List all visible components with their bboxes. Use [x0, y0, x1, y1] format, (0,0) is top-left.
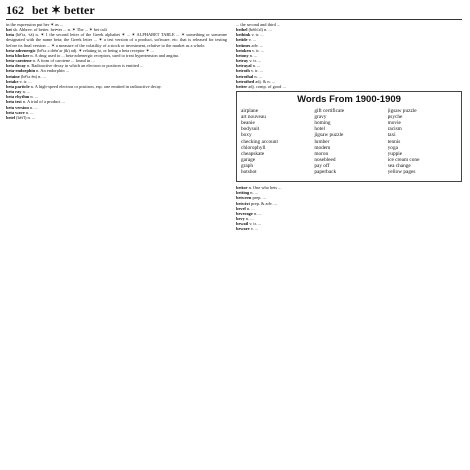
sidebar-word: pay off: [314, 162, 330, 169]
dictionary-entry: [6, 115, 227, 120]
sidebar-word: moron: [314, 150, 329, 157]
entry-headword: beta ray: [6, 89, 22, 95]
entry-headword: bevel: [236, 205, 246, 211]
entry-headword: beware: [236, 226, 250, 232]
entry-headword: betray: [236, 58, 249, 64]
page-number: 162: [6, 3, 24, 17]
entry-headword: beta wave: [6, 109, 25, 115]
entry-headword: beta blocker: [6, 52, 30, 58]
entry-headword: betrothal: [236, 73, 254, 79]
entry-headword: beta-adrenergic: [6, 47, 36, 53]
entry-definition: (bēt'l) n. ...: [16, 114, 36, 120]
entry-headword: beta-carotene: [6, 58, 32, 64]
running-head: bet ✶ better: [32, 3, 95, 17]
entry-headword: bet: [6, 27, 12, 33]
entry-headword: better: [236, 83, 248, 89]
entry-headword: betrayal: [236, 63, 252, 69]
entry-definition: v. ...: [250, 226, 259, 232]
sidebar-word: ice cream cone: [387, 156, 420, 163]
right-column-entries-top: [236, 22, 462, 89]
entry-headword: betting: [236, 190, 250, 196]
entry-definition: n. ...: [30, 94, 39, 100]
sidebar-word: cheapskate: [241, 150, 265, 157]
sidebar-word: chlorophyll: [241, 144, 266, 151]
sidebar-word: yellow pages: [387, 168, 416, 175]
entry-headword: betide: [236, 37, 248, 43]
sidebar-word: movie: [387, 120, 401, 127]
entry-headword: between: [236, 195, 252, 201]
entry-definition: n. An endorphin ...: [36, 68, 69, 74]
dictionary-entry: [236, 226, 462, 231]
page-header: [6, 3, 462, 20]
entry-headword: beta version: [6, 104, 29, 110]
entry-headword: beta decay: [6, 63, 26, 69]
entry-definition: n. ...: [29, 104, 38, 110]
sidebar-word: airplane: [241, 108, 259, 115]
entry-headword: beverage: [236, 210, 253, 216]
sidebar-word: yoga: [387, 144, 398, 151]
entry-definition: n. ...: [245, 215, 254, 221]
entry-headword: betoken: [236, 47, 251, 53]
sidebar-word: jigsaw puzzle: [387, 108, 417, 115]
entry-definition: n. One who bets ...: [248, 185, 282, 191]
entry-definition: prep. ...: [252, 195, 266, 201]
entry-definition: (bē'tə ə drĕn'ər jĭk) adj. ✶ relating to, or being a beta receptor ✶ ...: [36, 47, 154, 53]
entry-definition: v. tr. ...: [250, 68, 263, 74]
entry-definition: in the expression put her ✶ as ...: [6, 22, 64, 27]
words-sidebar-box: [236, 91, 462, 182]
dictionary-entry: [236, 84, 462, 89]
entry-definition: v. tr. ...: [251, 32, 264, 38]
left-column: [6, 22, 227, 466]
entry-headword: beta-endorphin: [6, 68, 36, 74]
entry-definition: (bĕth'əl) n. ...: [248, 27, 272, 33]
sidebar-word: gravy: [314, 114, 327, 121]
entry-headword: betel: [6, 114, 16, 120]
entry-definition: n. ...: [246, 205, 255, 211]
sidebar-word: hotel: [314, 126, 325, 133]
sidebar-word: paperback: [314, 168, 337, 175]
entry-definition: adv. ...: [251, 42, 264, 48]
entry-definition: adj. comp. of good ...: [248, 83, 286, 89]
sidebar-word: tennis: [387, 138, 401, 145]
entry-headword: beta rhythm: [6, 94, 30, 100]
sidebar-word: modem: [314, 144, 331, 151]
sidebar-word: graph: [241, 162, 254, 169]
entry-headword: beta: [6, 32, 15, 38]
entry-headword: bewail: [236, 221, 249, 227]
sidebar-word: beanie: [241, 120, 255, 127]
sidebar-word: racism: [387, 126, 402, 133]
entry-headword: betony: [236, 52, 249, 58]
dictionary-entry: [6, 32, 227, 47]
sidebar-word: homing: [314, 120, 331, 127]
entry-headword: betrothed: [236, 78, 255, 84]
entry-definition: n. A high-speed electron or positron, esp. one emitted in radioactive decay.: [30, 83, 162, 89]
entry-headword: betroth: [236, 68, 250, 74]
entry-headword: betaine: [6, 73, 20, 79]
sidebar-word: boxy: [241, 132, 252, 139]
sidebar-word: hotshot: [241, 168, 257, 175]
sidebar-word: bodysuit: [241, 126, 260, 133]
entry-headword: bethel: [236, 27, 248, 33]
entry-definition: sb. Abbrev. of better. bet•ter ... n. ✶ The ... ✶ bet cult: [12, 27, 107, 33]
sidebar-word: checking account: [241, 138, 278, 145]
sidebar-word: yuppie: [387, 150, 403, 157]
sidebar-word: jigsaw puzzle: [314, 132, 344, 139]
entry-headword: beta test: [6, 99, 22, 105]
sidebar-word-grid: [241, 108, 457, 175]
entry-definition: n. ...: [253, 210, 262, 216]
sidebar-word: psyche: [387, 114, 403, 121]
entry-definition: n. A trial of a product ...: [22, 99, 65, 105]
entry-definition: (bē'tə, -tä) n. ✶ 1 the second letter of the Greek alphabet ✶ ... ✶ ALPHABET TABLE ... ✶ something or someone designated with the name beta; the Greek letter ... ✶ a test version of a product, software, etc. that is released for testing before its final version ... ✶ a measure of the volatility of a stock or investment, relative to the market as a whole.: [6, 32, 227, 48]
sidebar-box-title: Words From 1900-1909: [297, 94, 401, 106]
entry-definition: n. ...: [250, 190, 258, 196]
sidebar-word-column: [314, 108, 383, 175]
sidebar-word: sea change: [387, 162, 411, 169]
sidebar-word: gift certificate: [314, 108, 345, 115]
sidebar-word: nosebleed: [314, 156, 336, 163]
entry-definition: n. ...: [252, 63, 261, 69]
entry-definition: ... the second and third ...: [236, 22, 281, 27]
entry-definition: n. A form of carotene ... found in ...: [32, 58, 95, 64]
entry-definition: n. ...: [249, 52, 258, 58]
sidebar-word-column: [388, 108, 457, 175]
entry-headword: bettor: [236, 185, 248, 191]
sidebar-word: garage: [241, 156, 256, 163]
entry-headword: bevy: [236, 215, 245, 221]
entry-headword: beta particle: [6, 83, 30, 89]
sidebar-word: taxi: [387, 132, 396, 139]
sidebar-word: lumber: [314, 138, 330, 145]
entry-definition: v. tr. ...: [249, 58, 262, 64]
entry-definition: v. tr. ...: [252, 47, 265, 53]
entry-definition: adj. & n. ...: [255, 78, 276, 84]
entry-definition: n. ...: [254, 73, 263, 79]
sidebar-word-column: [241, 108, 310, 175]
entry-definition: n. Radioactive decay in which an electron or positron is emitted ...: [27, 63, 144, 69]
entry-headword: bethink: [236, 32, 251, 38]
entry-headword: betake: [6, 78, 19, 84]
entry-definition: (bē'tə ēn) n. ...: [20, 73, 46, 79]
entry-definition: n. A drug used to ... beta-adrenergic receptors, used to treat hypertension and angina.: [30, 52, 179, 58]
entry-headword: betwixt: [236, 200, 250, 206]
entry-definition: n. ...: [25, 109, 34, 115]
right-column: [236, 22, 462, 466]
right-column-entries-bottom: [236, 185, 462, 231]
entry-definition: v. tr. ...: [249, 221, 262, 227]
entry-definition: n. ...: [22, 89, 31, 95]
entry-headword: betimes: [236, 42, 251, 48]
entry-definition: v. tr. ...: [19, 78, 32, 84]
entry-definition: v. ...: [248, 37, 256, 43]
entry-definition: prep. & adv. ...: [251, 200, 278, 206]
sidebar-word: art nouveau: [241, 114, 266, 121]
